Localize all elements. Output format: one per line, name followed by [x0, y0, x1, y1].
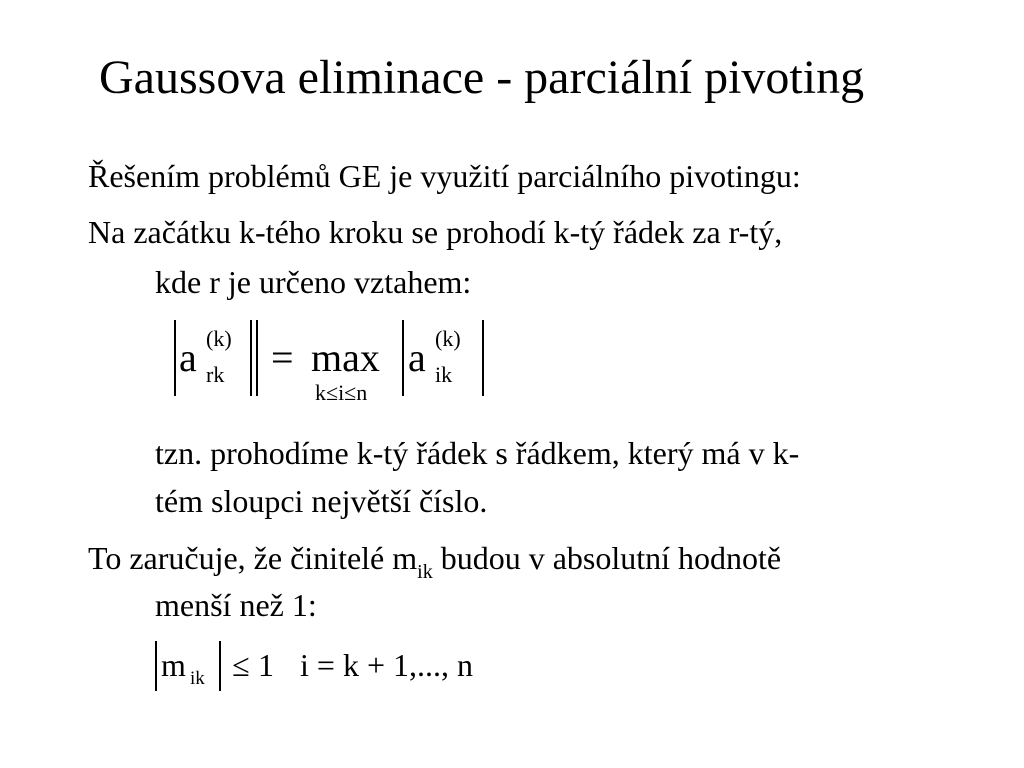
- abs-bar: [155, 641, 157, 691]
- abs-bar: [402, 320, 404, 396]
- formula2-m: m: [161, 647, 186, 683]
- paragraph-guarantee-line2: menší než 1:: [155, 587, 317, 623]
- slide-title: Gaussova eliminace - parciální pivoting: [99, 51, 865, 104]
- formula-sub-left: rk: [206, 362, 225, 387]
- guarantee-post: budou v absolutní hodnotě: [432, 540, 782, 576]
- formula-a-right: a: [408, 335, 426, 380]
- paragraph-explain-line1: tzn. prohodíme k-tý řádek s řádkem, který má v k-: [155, 435, 800, 471]
- guarantee-sub: ik: [417, 561, 433, 583]
- formula-max: max: [311, 335, 380, 380]
- abs-bar: [256, 320, 258, 396]
- formula-equals: =: [271, 335, 294, 380]
- abs-bar: [174, 320, 176, 396]
- formula2-range: i = k + 1,..., n: [300, 647, 473, 683]
- formula-sup-right: (k): [435, 326, 461, 351]
- paragraph-step-line2: kde r je určeno vztahem:: [155, 264, 472, 300]
- abs-bar: [482, 320, 484, 396]
- formula-sup-left: (k): [206, 326, 232, 351]
- formula2-leq: ≤: [232, 647, 250, 683]
- abs-bar: [219, 641, 221, 691]
- formula-sub-right: ik: [435, 362, 453, 387]
- formula-max-sub: k≤i≤n: [315, 380, 368, 405]
- formula2-one: 1: [258, 647, 274, 683]
- guarantee-pre: To zaručuje, že činitelé m: [88, 540, 418, 576]
- formula-a-left: a: [179, 335, 197, 380]
- abs-bar: [250, 320, 252, 396]
- paragraph-step-line1: Na začátku k-tého kroku se prohodí k-tý řádek za r-tý,: [88, 214, 783, 250]
- paragraph-intro: Řešením problémů GE je využití parciálního pivotingu:: [88, 158, 801, 194]
- formula2-m-sub: ik: [190, 668, 205, 689]
- paragraph-explain-line2: tém sloupci největší číslo.: [155, 483, 488, 519]
